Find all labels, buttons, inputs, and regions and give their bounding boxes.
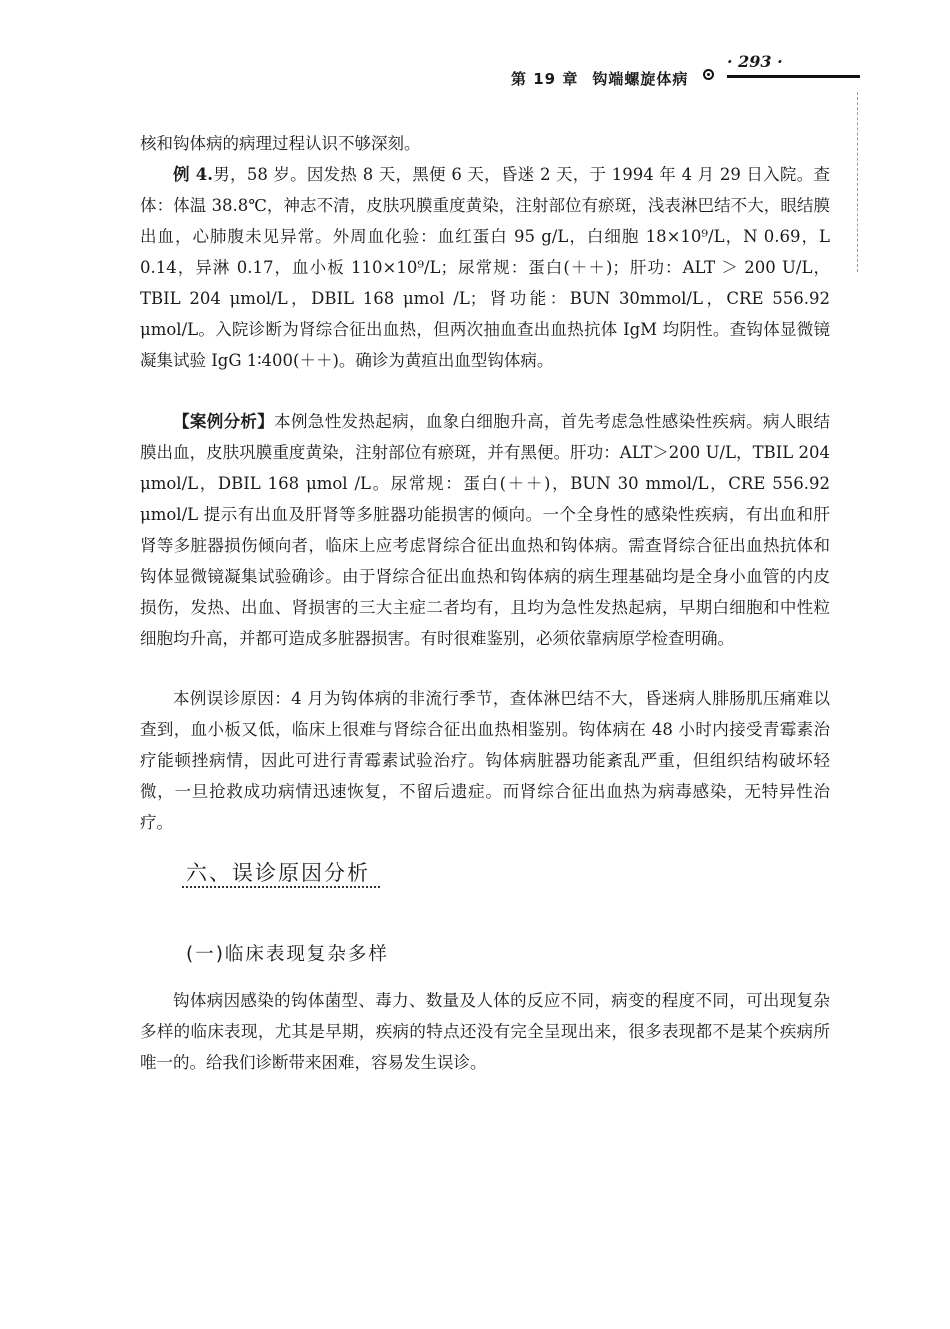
page-header xyxy=(505,52,860,92)
paragraph-clinical xyxy=(140,985,830,1078)
heading-underline xyxy=(182,886,380,888)
case-label: 例 4. xyxy=(173,165,214,184)
page-number: · 293 · xyxy=(727,52,783,71)
margin-line xyxy=(857,92,858,272)
header-rule xyxy=(727,75,860,78)
paragraph-intro-text: 核和钩体病的病理过程认识不够深刻。 xyxy=(140,134,421,153)
running-head xyxy=(511,68,688,89)
clinical-text: 钩体病因感染的钩体菌型、毒力、数量及人体的反应不同，病变的程度不同，可出现复杂多样的临床表现，尤其是早期，疾病的特点还没有完全呈现出来，很多表现都不是某个疾病所唯一的。给我们诊断带来困难，容易发生误诊。 xyxy=(140,991,830,1072)
subsection-heading: (一)临床表现复杂多样 xyxy=(186,944,389,965)
paragraph-analysis xyxy=(140,406,830,654)
paragraph-intro xyxy=(140,128,830,159)
chapter-title: 钩端螺旋体病 xyxy=(592,70,689,88)
chapter-label: 第 19 章 xyxy=(511,70,579,88)
section-heading: 六、误诊原因分析 xyxy=(186,861,370,885)
bullet-icon xyxy=(703,69,714,80)
case-text: 男，58 岁。因发热 8 天，黑便 6 天，昏迷 2 天，于 1994 年 4 月 29 日入院。查体：体温 38.8℃，神志不清，皮肤巩膜重度黄染，注射部位有瘀斑，浅表淋巴结不大，眼结膜出血，心肺腹未见异常。外周血化验：血红蛋白 95 g/L，白细胞 18×10⁹/L，N 0.69，L 0.14，异淋 0.17，血小板 110×10⁹/L；尿常规：蛋白(＋＋)；肝功：ALT ＞ 200 U/L，TBIL 204 μmol/L，DBIL 168 μmol /L；肾功能：BUN 30mmol/L，CRE 556.92 μmol/L。入院诊断为肾综合征出血热，但两次抽血查出血热抗体 IgM 均阴性。查钩体显微镜凝集试验 IgG 1∶400(＋＋)。确诊为黄疸出血型钩体病。 xyxy=(140,165,830,370)
paragraph-case xyxy=(140,159,830,376)
paragraph-misdiagnosis xyxy=(140,683,830,838)
misdiagnosis-text: 本例误诊原因：4 月为钩体病的非流行季节，查体淋巴结不大，昏迷病人腓肠肌压痛难以查到，血小板又低，临床上很难与肾综合征出血热相鉴别。钩体病在 48 小时内接受青霉素治疗能顿挫病情，因此可进行青霉素试验治疗。钩体病脏器功能紊乱严重，但组织结构破坏轻微，一旦抢救成功病情迅速恢复，不留后遗症。而肾综合征出血热为病毒感染，无特异性治疗。 xyxy=(140,689,830,832)
analysis-label: 【案例分析】 xyxy=(173,412,275,431)
analysis-text: 本例急性发热起病，血象白细胞升高，首先考虑急性感染性疾病。病人眼结膜出血，皮肤巩膜重度黄染，注射部位有瘀斑，并有黑便。肝功：ALT＞200 U/L，TBIL 204 μmol/L，DBIL 168 μmol /L。尿常规：蛋白(＋＋)，BUN 30 mmol/L，CRE 556.92 μmol/L 提示有出血及肝肾等多脏器功能损害的倾向。一个全身性的感染性疾病，有出血和肝肾等多脏器损伤倾向者，临床上应考虑肾综合征出血热和钩体病。需查肾综合征出血热抗体和钩体显微镜凝集试验确诊。由于肾综合征出血热和钩体病的病生理基础均是全身小血管的内皮损伤，发热、出血、肾损害的三大主症二者均有，且均为急性发热起病，早期白细胞和中性粒细胞均升高，并都可造成多脏器损害。有时很难鉴别，必须依靠病原学检查明确。 xyxy=(140,412,831,648)
